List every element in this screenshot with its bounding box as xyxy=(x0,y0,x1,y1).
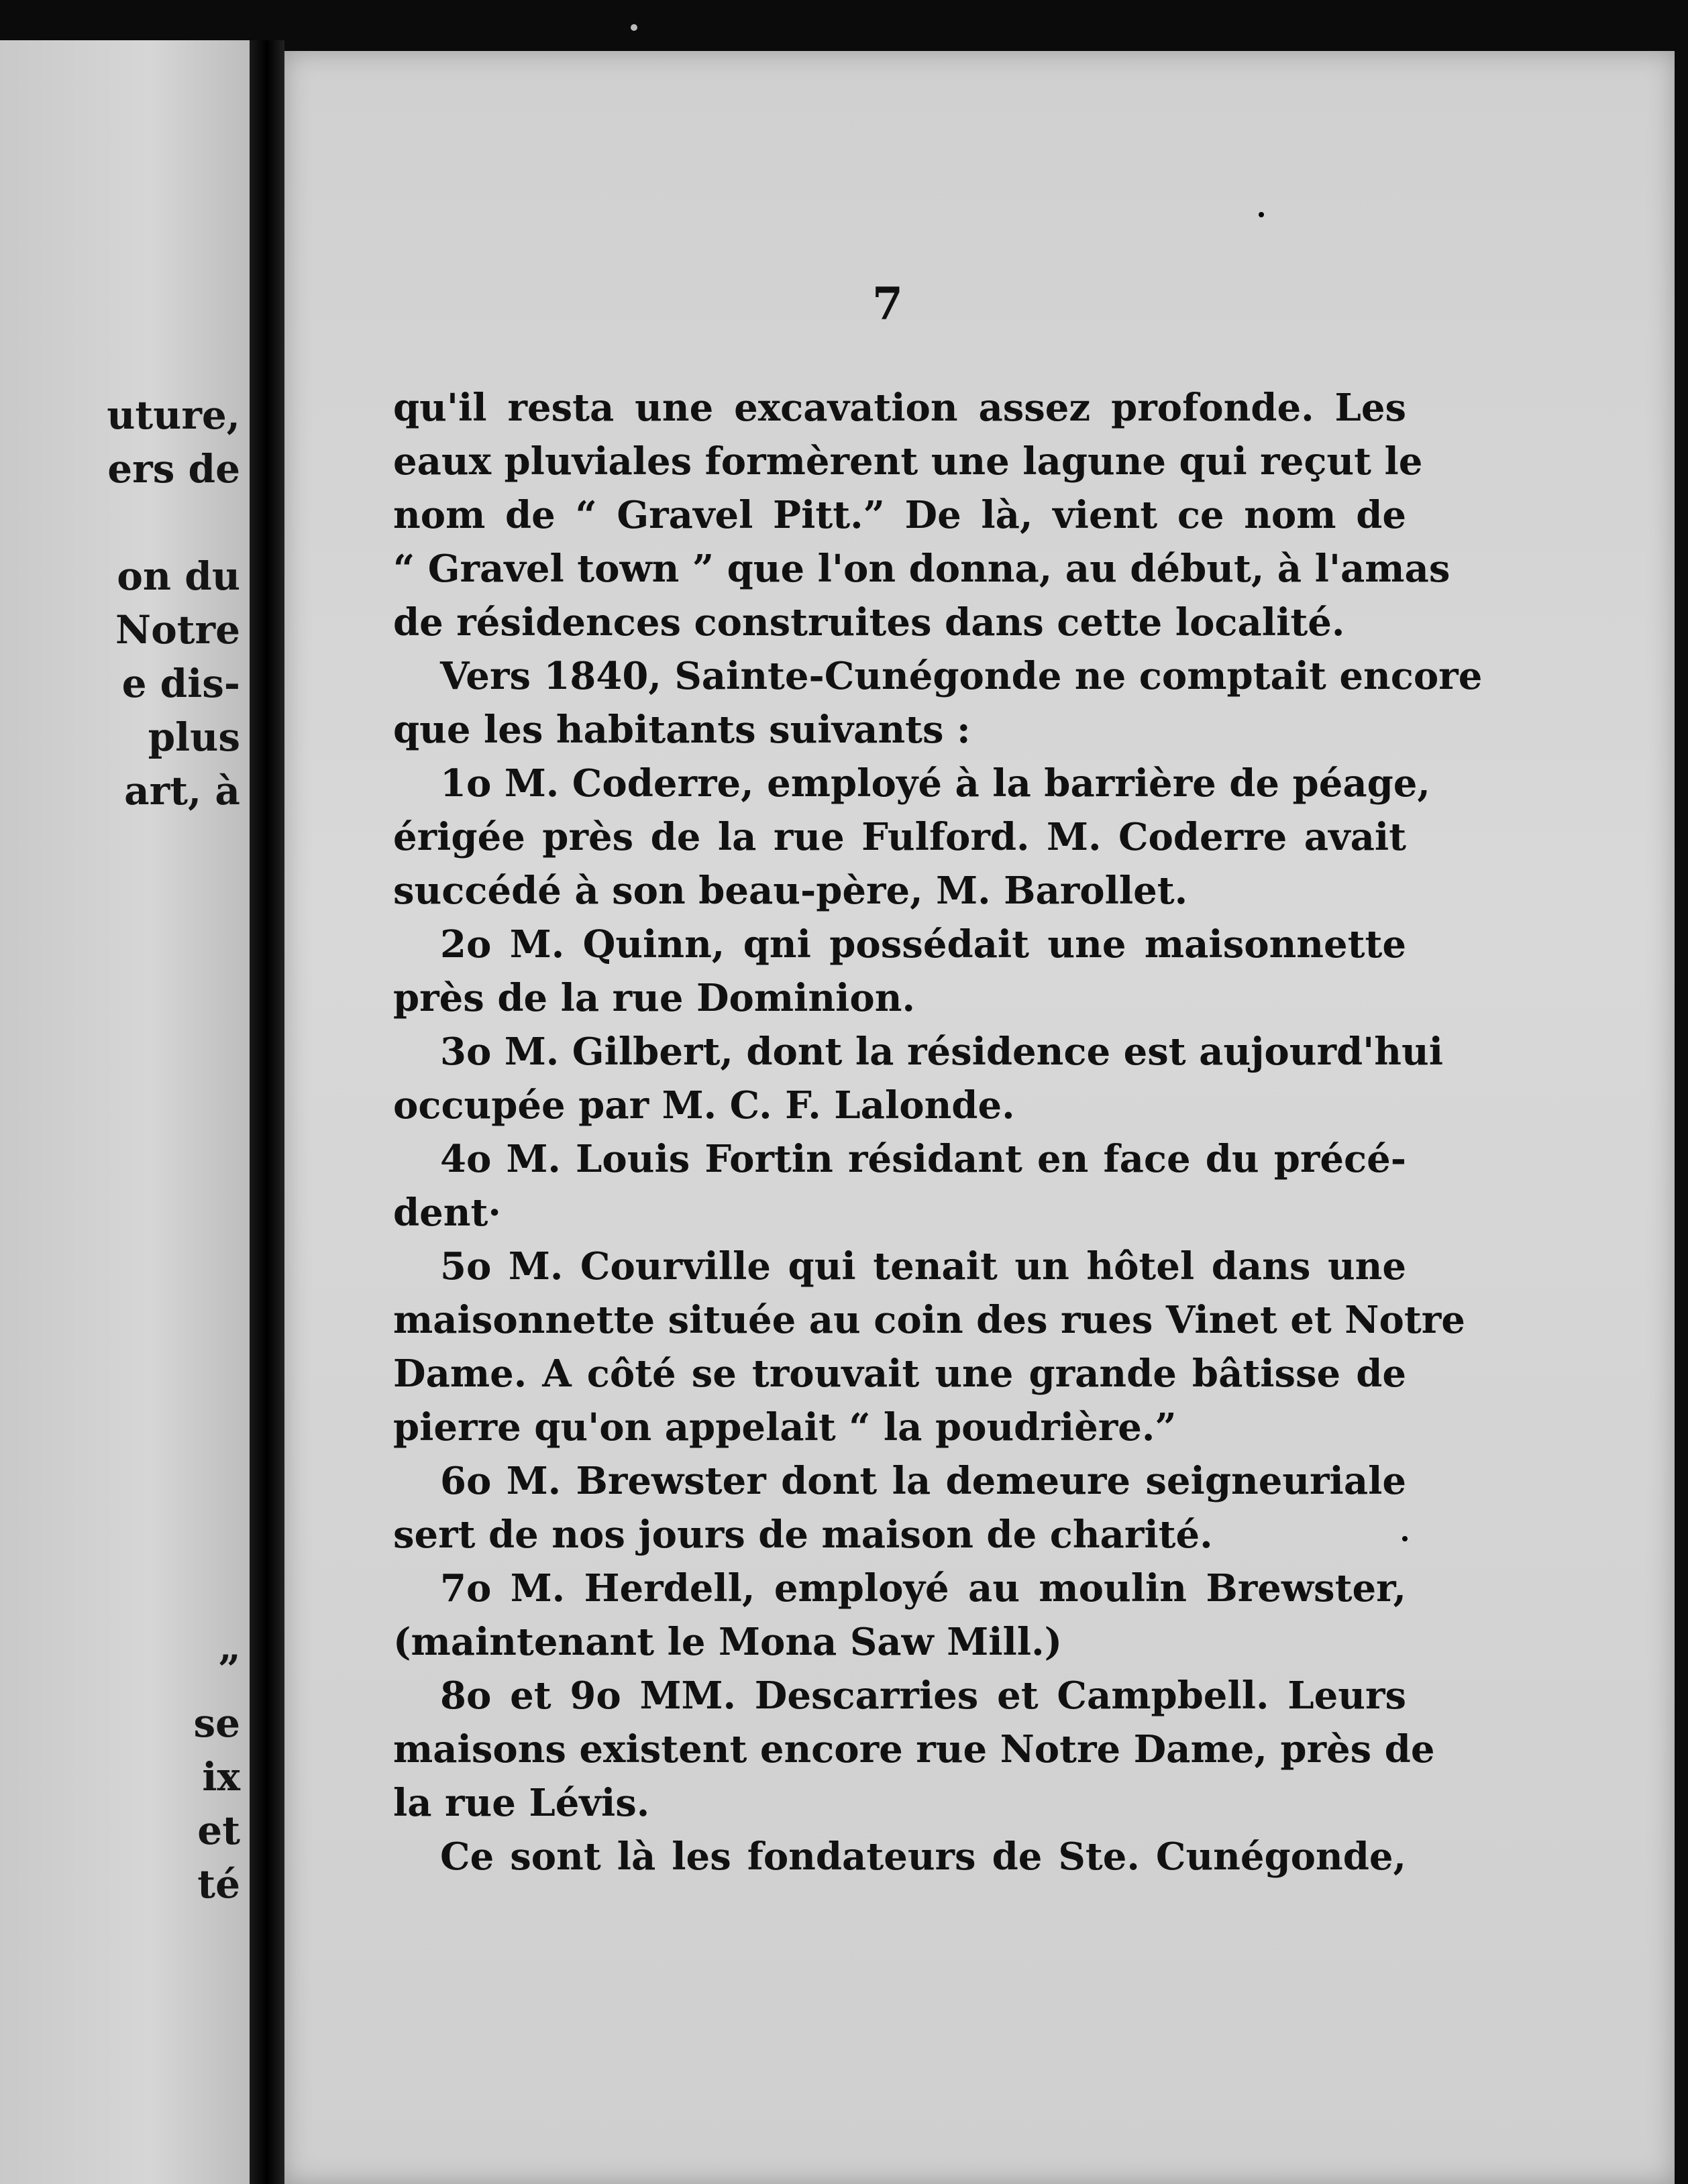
left-page-line: on du xyxy=(117,553,240,599)
text-line: Ce sont là les fondateurs de Ste. Cunégonde, xyxy=(440,1835,1406,1879)
left-page-line: e dis- xyxy=(121,661,240,706)
list-item-line: près de la rue Dominion. xyxy=(393,976,915,1020)
left-page-line: et xyxy=(197,1808,240,1853)
list-item-line: dent· xyxy=(393,1191,501,1235)
text-line: “ Gravel town ” que l'on donna, au début, à l'amas xyxy=(393,547,1450,591)
list-item-line: 1o M. Coderre, employé à la barrière de péage, xyxy=(440,761,1430,806)
list-item-line: 6o M. Brewster dont la demeure seigneuriale xyxy=(440,1459,1406,1503)
list-item-line: (maintenant le Mona Saw Mill.) xyxy=(393,1620,1063,1664)
text-line: qu'il resta une excavation assez profonde. Les xyxy=(393,386,1406,430)
list-item-line: sert de nos jours de maison de charité. xyxy=(393,1513,1213,1557)
page-number: 7 xyxy=(872,278,903,330)
left-page-line: ” xyxy=(217,1647,240,1692)
list-item-line: maisons existent encore rue Notre Dame, près de xyxy=(393,1727,1435,1771)
left-page-line: se xyxy=(193,1700,240,1746)
text-line: Vers 1840, Sainte-Cunégonde ne comptait encore xyxy=(440,654,1483,698)
left-page-line: Notre xyxy=(115,607,240,653)
list-item-line: 2o M. Quinn, qni possédait une maisonnette xyxy=(440,922,1406,967)
list-item-line: la rue Lévis. xyxy=(393,1781,650,1825)
list-item-line: succédé à son beau-père, M. Barollet. xyxy=(393,869,1188,913)
list-item-line: érigée près de la rue Fulford. M. Coderre avait xyxy=(393,815,1406,859)
list-item-line: 8o et 9o MM. Descarries et Campbell. Leurs xyxy=(440,1674,1406,1718)
left-page-line: plus xyxy=(148,714,240,760)
list-item-line: 3o M. Gilbert, dont la résidence est aujourd'hui xyxy=(440,1030,1443,1074)
list-item-line: Dame. A côté se trouvait une grande bâtisse de xyxy=(393,1352,1406,1396)
page-edge-shadow xyxy=(1675,51,1688,2184)
text-line: nom de “ Gravel Pitt.” De là, vient ce nom de xyxy=(393,493,1406,537)
list-item-line: 4o M. Louis Fortin résidant en face du précé- xyxy=(440,1137,1406,1181)
list-item-line: pierre qu'on appelait “ la poudrière.” xyxy=(393,1405,1177,1450)
left-page-line: uture, xyxy=(107,392,240,438)
left-page-line: art, à xyxy=(124,768,240,814)
text-line: que les habitants suivants : xyxy=(393,708,971,752)
speck-mark xyxy=(1259,212,1264,217)
list-item-line: 7o M. Herdell, employé au moulin Brewster, xyxy=(440,1566,1406,1610)
list-item-line: maisonnette située au coin des rues Vinet et Notre xyxy=(393,1298,1465,1342)
left-page-line: ix xyxy=(202,1754,240,1800)
text-line: eaux pluviales formèrent une lagune qui reçut le xyxy=(393,439,1423,484)
left-page-fragment xyxy=(0,40,250,2184)
list-item-line: occupée par M. C. F. Lalonde. xyxy=(393,1083,1015,1128)
book-gutter xyxy=(250,40,284,2184)
left-page-line: té xyxy=(197,1861,240,1907)
text-line: de résidences construites dans cette localité. xyxy=(393,600,1345,645)
page-body-text xyxy=(393,381,1483,1883)
left-page-line: ers de xyxy=(107,446,240,492)
list-item-line: 5o M. Courville qui tenait un hôtel dans une xyxy=(440,1244,1406,1289)
speck-mark xyxy=(631,24,637,31)
